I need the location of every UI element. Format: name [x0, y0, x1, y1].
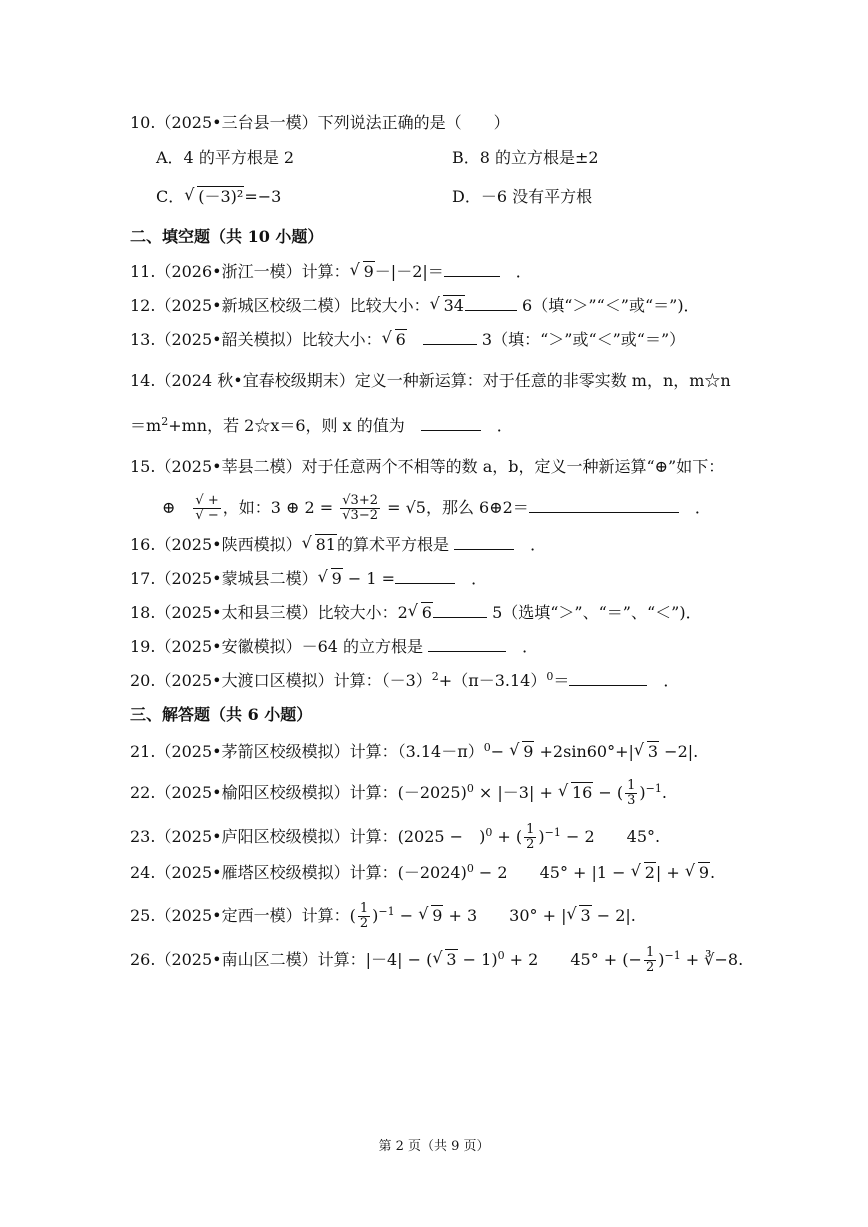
- question-12: 12.（2025•新城区校级二模）比较大小：√ 34 6（填“＞”“＜”或“＝”)．: [130, 295, 700, 317]
- question-22: 22.（2025•榆阳区校级模拟）计算：$(-2025)^0 \times |-3|$ + √ 16 − ( $\frac{1}{3}$ )$^{-1}$.: [130, 779, 667, 808]
- answer-blank[interactable]: [395, 569, 455, 584]
- section-heading-fill-in: 二、填空题（共 10 小题）: [130, 227, 324, 246]
- page-footer: 第 2 页（共 9 页）: [378, 1139, 490, 1154]
- question-20: 20.（2025•大渡口区模拟）计算：$(-3)^2+(\pi-3.14)^0=$ ．: [130, 670, 680, 690]
- answer-blank[interactable]: [454, 535, 514, 550]
- q10-option-b: B．8 的立方根是±2: [452, 148, 599, 167]
- answer-blank[interactable]: [529, 498, 679, 513]
- question-19: 19.（2025•安徽模拟）－64 的立方根是 ．: [130, 637, 539, 656]
- answer-blank[interactable]: [423, 330, 477, 345]
- question-18: 18.（2025•太和县三模）比较大小：2√ 6 5（选填“＞”、“＝”、“＜”)．: [130, 602, 702, 624]
- radical: √ (－3)²: [184, 186, 244, 208]
- question-15-line2: ⊕ $\frac{√ +}{√ -}$ ，如：3 ⊕ 2 = $\frac{√3+2}{√3-2}$ = √5，那么 6⊕2＝ ．: [162, 493, 711, 523]
- question-26: 26.（2025•南山区二模）计算：|－4| − (√ 3 − 1)$^0$ + 2 45° + (− $\frac{1}{2}$ )$^{-1}$ + ∛−8.: [130, 946, 743, 975]
- question-16: 16.（2025•陕西模拟）√ 81的算术平方根是 ．: [130, 534, 546, 556]
- answer-blank[interactable]: [569, 671, 647, 686]
- answer-blank[interactable]: [444, 262, 500, 277]
- question-25: 25.（2025•定西一模）计算：( $\frac{1}{2}$ )$^{-1}$ − √ 9 + 3 30° + |√ 3 − 2|.: [130, 902, 636, 931]
- question-11: 11.（2026•浙江一模）计算：√ 9－|－2|＝ ．: [130, 261, 532, 283]
- question-14-line1: 14.（2024 秋•宜春校级期末）定义一种新运算：对于任意的非零实数 m，n，m☆n: [130, 371, 731, 390]
- answer-blank[interactable]: [428, 637, 506, 652]
- question-21: 21.（2025•茅箭区校级模拟）计算：$(3.14-\pi)^0-$ √ 9 +2sin60°+|√ 3 −2|.: [130, 741, 698, 763]
- q10-option-d: D．－6 没有平方根: [452, 187, 593, 206]
- section-heading-solve: 三、解答题（共 6 小题）: [130, 705, 313, 724]
- question-23: 23.（2025•庐阳区校级模拟）计算：(2025 − )$^0$ + ( $\frac{1}{2}$ )$^{-1}$ − 2 45°.: [130, 822, 661, 852]
- q10-option-c: C．√ (－3)²=−3: [156, 186, 281, 208]
- question-13: 13.（2025•韶关模拟）比较大小：√ 6 3（填：“＞”或“＜”或“＝”）: [130, 329, 685, 351]
- question-10-stem: 10.（2025•三台县一模）下列说法正确的是（ ）: [130, 113, 510, 132]
- question-14-line2: $=m^2+mn$，若 2☆x＝6，则 x 的值为 ．: [130, 415, 513, 435]
- answer-blank[interactable]: [433, 603, 487, 618]
- answer-blank[interactable]: [421, 416, 481, 431]
- q10-option-a: A．4 的平方根是 2: [156, 148, 295, 167]
- fraction: $\frac{√ +}{√ -}$: [195, 493, 219, 523]
- answer-blank[interactable]: [465, 296, 517, 311]
- question-24: 24.（2025•雁塔区校级模拟）计算：$(-2024)^0 - 2$ 45° + |1 − √ 2| + √ 9.: [130, 862, 715, 884]
- question-17: 17.（2025•蒙城县二模）√ 9 − 1 = ．: [130, 568, 487, 590]
- fraction: $\frac{√3+2}{√3-2}$: [342, 493, 378, 523]
- question-15-line1: 15.（2025•莘县二模）对于任意两个不相等的数 a，b，定义一种新运算“⊕”如下：: [130, 457, 725, 476]
